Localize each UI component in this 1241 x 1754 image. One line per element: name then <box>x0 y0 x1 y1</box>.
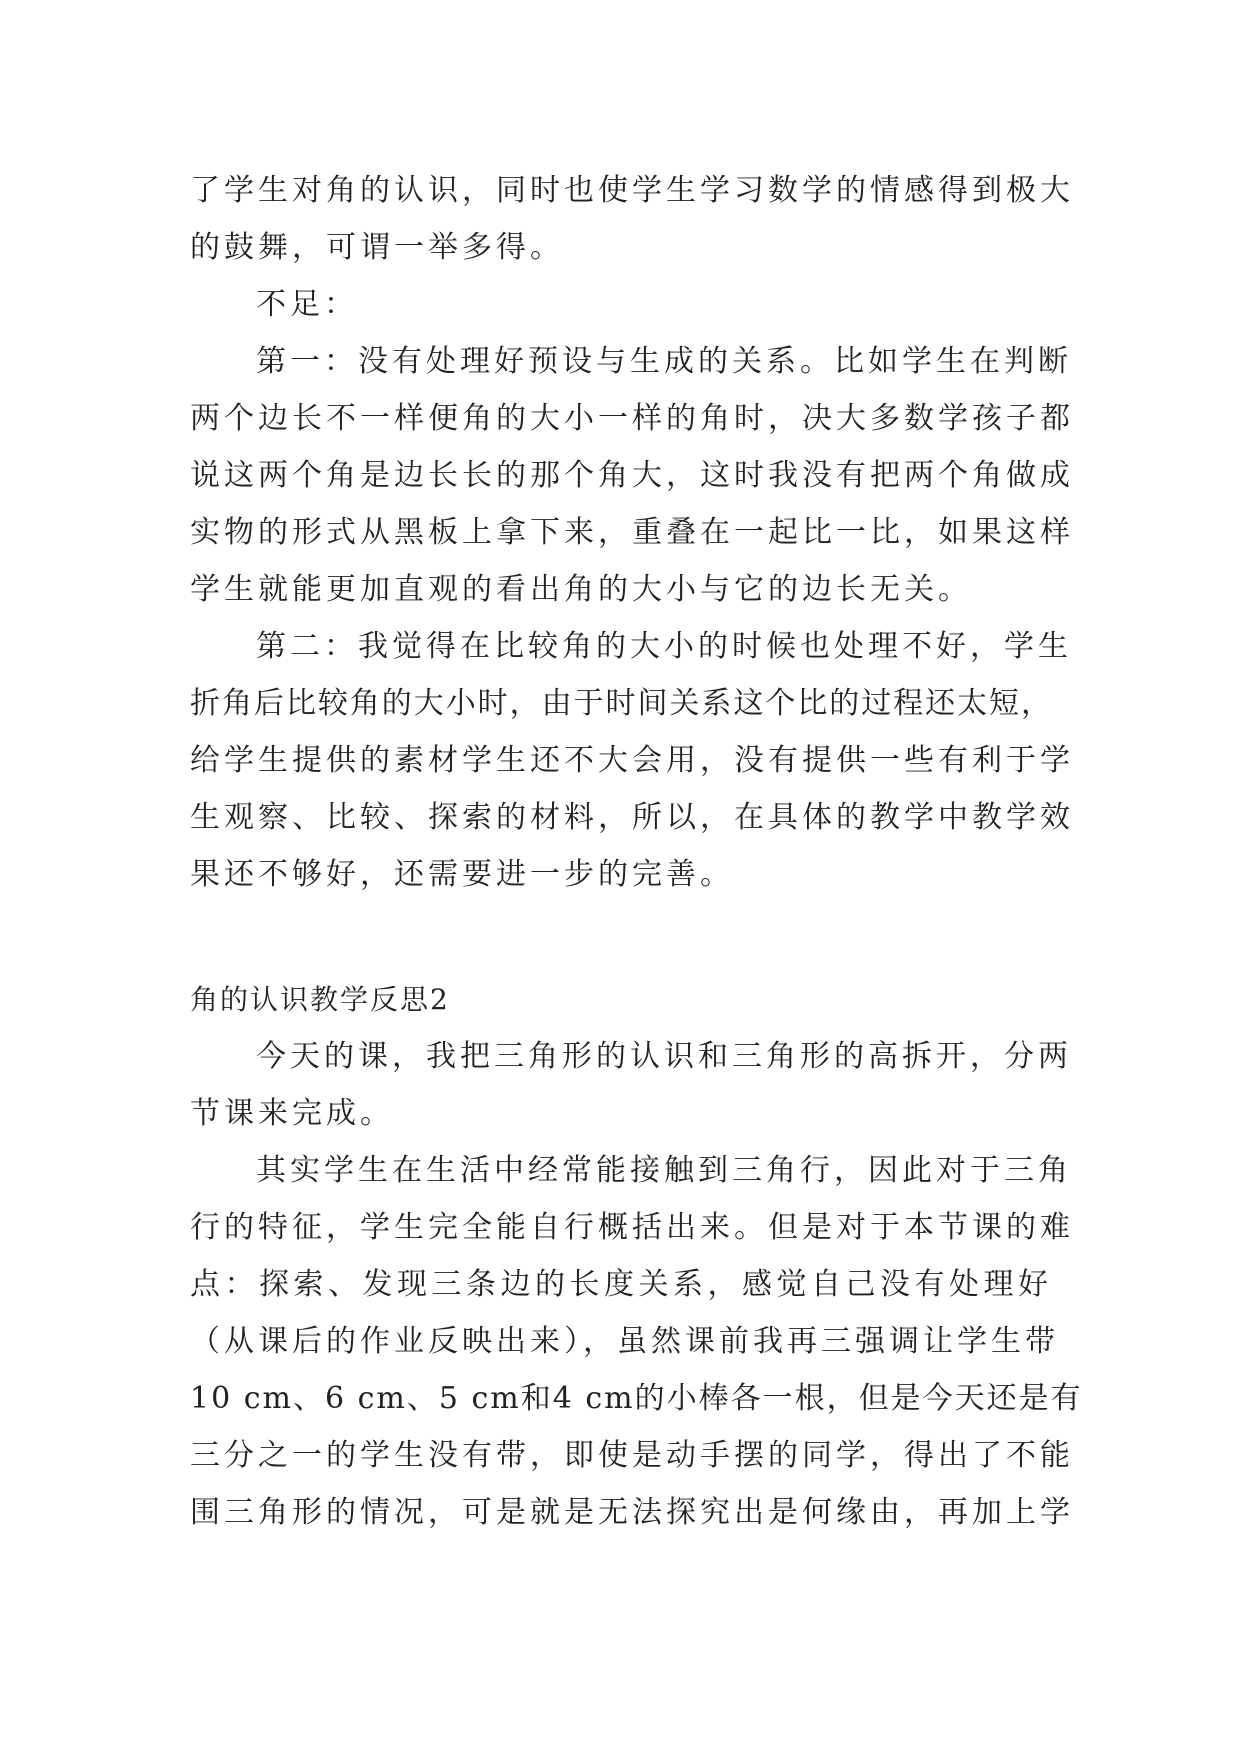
document-page <box>190 162 1083 1541</box>
paragraph-line: （从课后的作业反映出来），虽然课前我再三强调让学生带 <box>190 1324 1059 1359</box>
paragraph-line: 折角后比较角的大小时，由于时间关系这个比的过程还太短， <box>190 686 1052 721</box>
paragraph-line: 点：探索、发现三条边的长度关系，感觉自己没有处理好 <box>190 1267 1052 1302</box>
paragraph-line: 第二：我觉得在比较角的大小的时候也处理不好，学生 <box>256 629 1072 664</box>
paragraph-line: 三分之一的学生没有带，即使是动手摆的同学，得出了不能 <box>190 1438 1074 1473</box>
paragraph-line: 实物的形式从黑板上拿下来，重叠在一起比一比，如果这样 <box>190 515 1074 550</box>
paragraph-line: 生观察、比较、探索的材料，所以，在具体的教学中教学效 <box>190 800 1074 835</box>
paragraph-line: 今天的课，我把三角形的认识和三角形的高拆开，分两 <box>256 1039 1072 1074</box>
paragraph-line: 给学生提供的素材学生还不大会用，没有提供一些有利于学 <box>190 743 1074 778</box>
paragraph-line: 果还不够好，还需要进一步的完善。 <box>190 857 734 892</box>
paragraph-line: 10 cm、6 cm、5 cm和4 cm的小棒各一根，但是今天还是有 <box>190 1381 1083 1416</box>
section-heading: 角的认识教学反思2 <box>190 983 450 1016</box>
paragraph-line: 学生就能更加直观的看出角的大小与它的边长无关。 <box>190 572 972 607</box>
section-spacer <box>190 903 1052 971</box>
paragraph-line: 了学生对角的认识，同时也使学生学习数学的情感得到极大 <box>190 173 1074 208</box>
paragraph-line: 的鼓舞，可谓一举多得。 <box>190 230 564 265</box>
paragraph-line: 说这两个角是边长长的那个角大，这时我没有把两个角做成 <box>190 458 1074 493</box>
paragraph-line: 行的特征，学生完全能自行概括出来。但是对于本节课的难 <box>190 1210 1074 1245</box>
section-reflection-2 <box>190 971 1083 1541</box>
shortcomings-label: 不足： <box>256 287 358 322</box>
paragraph-line: 其实学生在生活中经常能接触到三角行，因此对于三角 <box>256 1153 1072 1188</box>
section-previous-reflection <box>190 162 1074 903</box>
paragraph-line: 第一：没有处理好预设与生成的关系。比如学生在判断 <box>256 344 1072 379</box>
paragraph-line: 两个边长不一样便角的大小一样的角时，决大多数学孩子都 <box>190 401 1074 436</box>
paragraph-line: 节课来完成。 <box>190 1096 394 1131</box>
paragraph-line: 围三角形的情况，可是就是无法探究出是何缘由，再加上学 <box>190 1495 1074 1530</box>
